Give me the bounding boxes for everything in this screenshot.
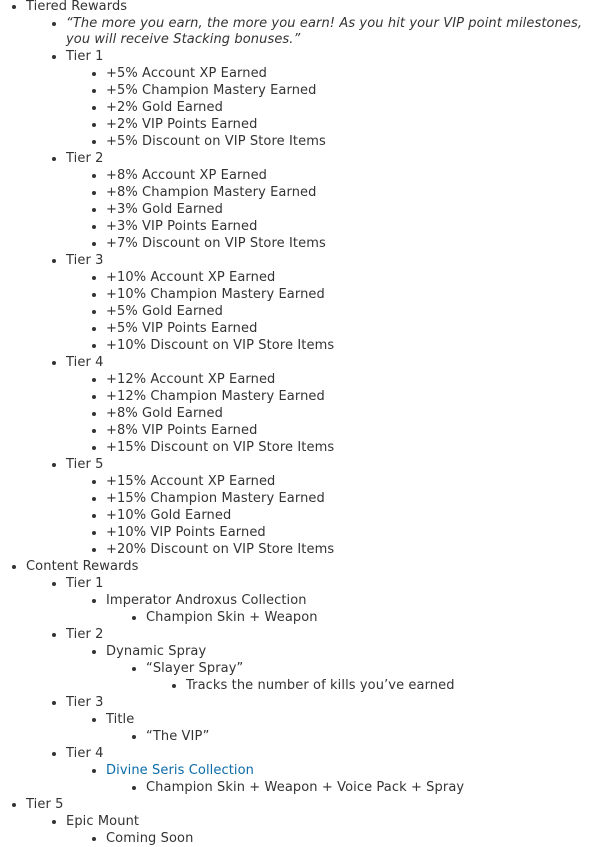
reward-details (146, 677, 596, 694)
reward-detail: • Champion Skin + Weapon + Voice Pack + Spray (146, 779, 596, 796)
bonus-item: • +8% Gold Earned (106, 405, 596, 422)
bonus-item: • +8% VIP Points Earned (106, 422, 596, 439)
tier-1-bonuses (66, 65, 596, 150)
tier-3-item (66, 252, 596, 354)
reward-detail: • Champion Skin + Weapon (146, 609, 596, 626)
reward-details (106, 609, 596, 626)
content-rewards-heading: Content Rewards (26, 559, 139, 574)
tier-label: Tier 3 (66, 695, 104, 710)
bonus-item: • +10% VIP Points Earned (106, 524, 596, 541)
tiered-rewards-section (26, 0, 596, 558)
tier-4-bonuses (66, 371, 596, 456)
reward-item (66, 813, 596, 847)
content-tier-4-item (66, 745, 596, 796)
tier-1-item (66, 48, 596, 150)
content-tier-1-item (66, 575, 596, 626)
tier-5-section (26, 796, 596, 847)
bonus-item: • +10% Discount on VIP Store Items (106, 337, 596, 354)
reward-subitem (146, 660, 596, 694)
tier-label: Tier 2 (66, 151, 104, 166)
tier-2-bonuses (66, 167, 596, 252)
bonus-item: • +7% Discount on VIP Store Items (106, 235, 596, 252)
reward-item (106, 762, 596, 796)
tier-label: Tier 1 (66, 49, 104, 64)
tier-5-item (66, 456, 596, 558)
bonus-item: • +8% Champion Mastery Earned (106, 184, 596, 201)
tier-label: Tier 4 (66, 746, 104, 761)
reward-detail: • Tracks the number of kills you’ve earned (186, 677, 596, 694)
content-tier-2-item (66, 626, 596, 694)
bonus-item: • +8% Account XP Earned (106, 167, 596, 184)
bonus-item: • +3% VIP Points Earned (106, 218, 596, 235)
content-rewards-section (26, 558, 596, 796)
reward-subitems (106, 728, 596, 745)
tier-4-item (66, 354, 596, 456)
bonus-item: • +10% Champion Mastery Earned (106, 286, 596, 303)
bonus-item: • +5% Discount on VIP Store Items (106, 133, 596, 150)
reward-name: Imperator Androxus Collection (106, 593, 307, 608)
reward-details (106, 779, 596, 796)
tier-label: Tier 4 (66, 355, 104, 370)
tiered-rewards-heading: Tiered Rewards (26, 0, 128, 14)
tier-5-bonuses (66, 473, 596, 558)
bonus-item: • +5% Account XP Earned (106, 65, 596, 82)
tier-label: Tier 2 (66, 627, 104, 642)
reward-item (106, 711, 596, 745)
reward-item (106, 643, 596, 694)
reward-details (66, 830, 596, 847)
tier-label: Tier 3 (66, 253, 104, 268)
reward-detail: • Coming Soon (106, 830, 596, 847)
bonus-item: • +3% Gold Earned (106, 201, 596, 218)
bonus-item: • +15% Account XP Earned (106, 473, 596, 490)
reward-subitem: • “The VIP” (146, 728, 596, 745)
tiered-rewards-list (26, 15, 596, 558)
bonus-item: • +5% Champion Mastery Earned (106, 82, 596, 99)
content-rewards-list (26, 575, 596, 796)
bonus-item: • +20% Discount on VIP Store Items (106, 541, 596, 558)
reward-subitems (106, 660, 596, 694)
bonus-item: • +12% Account XP Earned (106, 371, 596, 388)
reward-name: Title (106, 712, 135, 727)
reward-name: Epic Mount (66, 814, 140, 829)
bonus-item: • +2% Gold Earned (106, 99, 596, 116)
bonus-item: • +5% VIP Points Earned (106, 320, 596, 337)
tier-label: Tier 1 (66, 576, 104, 591)
tier-label: Tier 5 (66, 457, 104, 472)
tiered-rewards-quote-item (66, 15, 596, 48)
bonus-item: • +10% Gold Earned (106, 507, 596, 524)
tier-5-heading: Tier 5 (26, 797, 64, 812)
content-tier-3-rewards (66, 711, 596, 745)
bonus-item: • +10% Account XP Earned (106, 269, 596, 286)
reward-item (106, 592, 596, 626)
divine-seris-collection-link[interactable]: Divine Seris Collection (106, 763, 255, 778)
bonus-item: • +12% Champion Mastery Earned (106, 388, 596, 405)
bonus-item: • +5% Gold Earned (106, 303, 596, 320)
content-tier-1-rewards (66, 592, 596, 626)
content-tier-2-rewards (66, 643, 596, 694)
tiered-rewards-quote: “The more you earn, the more you earn! As you hit your VIP point milestones, you will receive Stacking bonuses.” (66, 16, 583, 47)
bonus-item: • +15% Discount on VIP Store Items (106, 439, 596, 456)
tier-2-item (66, 150, 596, 252)
tier-3-bonuses (66, 269, 596, 354)
tier-5-list (26, 813, 596, 847)
reward-subitem-name: “Slayer Spray” (146, 661, 244, 676)
bonus-item: • +15% Champion Mastery Earned (106, 490, 596, 507)
bonus-item: • +2% VIP Points Earned (106, 116, 596, 133)
content-tier-3-item (66, 694, 596, 745)
reward-name: Dynamic Spray (106, 644, 207, 659)
content-tier-4-rewards (66, 762, 596, 796)
